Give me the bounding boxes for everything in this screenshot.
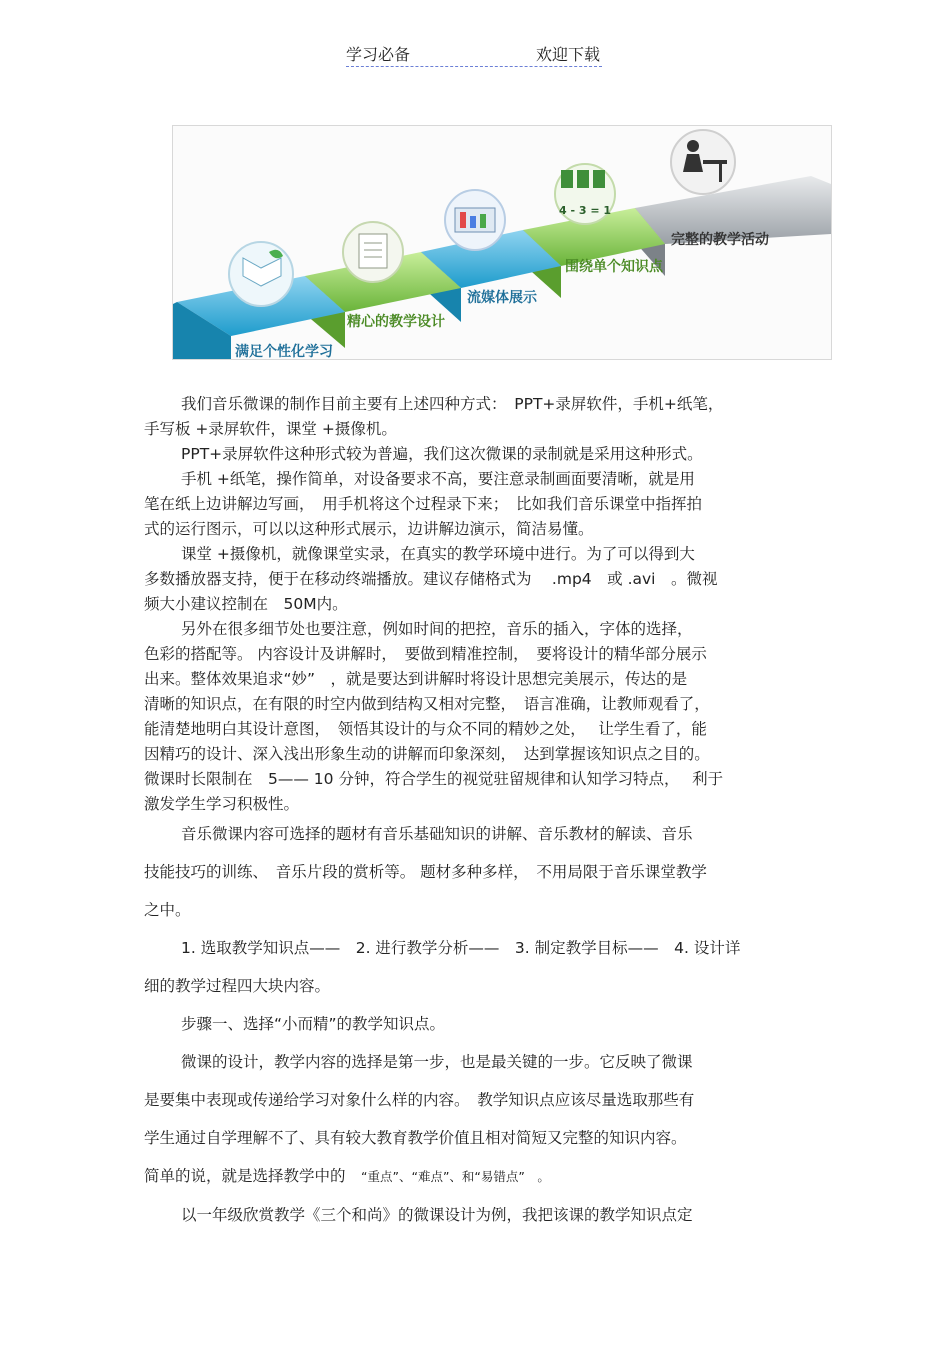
step-3-label: 流媒体展示	[467, 290, 537, 306]
para-4-line-2: 多数播放器支持，便于在移动终端播放。建议存储格式为 .mp4 或 .avi 。微视	[144, 570, 718, 588]
equation-icon	[555, 164, 615, 224]
para-5-line-2: 色彩的搭配等。 内容设计及讲解时， 要做到精准控制， 要将设计的精华部分展示	[144, 645, 707, 663]
step-2-label: 精心的教学设计	[347, 314, 445, 330]
para-4-line-3: 频大小建议控制在 50M内。	[144, 595, 348, 613]
header-left: 学习必备	[346, 45, 411, 64]
para-4-line-1: 课堂 +摄像机，就像课堂实录，在真实的教学环境中进行。为了可以得到大	[181, 545, 695, 563]
body-text-block-2	[144, 815, 808, 1234]
para-1-line-2: 手写板 +录屏软件，课堂 +摄像机。	[144, 420, 397, 438]
para-9-line-2: 是要集中表现或传递给学习对象什么样的内容。 教学知识点应该尽量选取那些有	[144, 1091, 695, 1109]
para-1-line-1: 我们音乐微课的制作目前主要有上述四种方式： PPT+录屏软件，手机+纸笔，	[181, 395, 724, 413]
para-9-line-4b: “重点”、“难点”、和“易错点” 。	[361, 1169, 550, 1184]
para-5-line-5: 能清楚地明白其设计意图， 领悟其设计的与众不同的精妙之处， 让学生看了，能	[144, 720, 707, 738]
para-6-line-1: 音乐微课内容可选择的题材有音乐基础知识的讲解、音乐教材的解读、音乐	[181, 825, 693, 843]
para-8-line-1: 步骤一、选择“小而精”的教学知识点。	[181, 1015, 446, 1033]
para-5-line-3: 出来。整体效果追求“妙” ，就是要达到讲解时将设计思想完美展示，传达的是	[144, 670, 688, 688]
para-5-line-4: 清晰的知识点，在有限的时空内做到结构又相对完整， 语言准确，让教师观看了，	[144, 695, 710, 713]
book-icon	[229, 242, 293, 306]
para-5-line-6: 因精巧的设计、深入浅出形象生动的讲解而印象深刻， 达到掌握该知识点之目的。	[144, 745, 710, 763]
para-7-line-1: 1. 选取教学知识点—— 2. 进行教学分析—— 3. 制定教学目标—— 4. 设计详	[181, 939, 741, 957]
para-5-line-1: 另外在很多细节处也要注意，例如时间的把控，音乐的插入，字体的选择，	[181, 620, 693, 638]
media-icon	[445, 190, 505, 250]
para-5-line-8: 激发学生学习积极性。	[144, 795, 300, 813]
document-icon	[343, 222, 403, 282]
body-text-block-1	[144, 392, 808, 817]
step-1-label: 满足个性化学习	[235, 344, 333, 359]
step-4-label: 围绕单个知识点	[565, 259, 663, 275]
para-5-line-7: 微课时长限制在 5—— 10 分钟，符合学生的视觉驻留规律和认知学习特点， 利于	[144, 770, 724, 788]
equation-text: 4 - 3 = 1	[558, 204, 612, 217]
para-6-line-3: 之中。	[144, 901, 191, 919]
page-header	[346, 40, 602, 67]
para-9-line-4	[144, 1157, 808, 1196]
step-5-label: 完整的教学活动	[671, 232, 769, 248]
staircase-graphic	[173, 126, 831, 359]
teacher-icon	[671, 130, 735, 194]
para-3-line-2: 笔在纸上边讲解边写画， 用手机将这个过程录下来； 比如我们音乐课堂中指挥拍	[144, 495, 703, 513]
para-2-line-1: PPT+录屏软件这种形式较为普遍，我们这次微课的录制就是采用这种形式。	[181, 445, 703, 463]
para-9-line-4a: 简单的说，就是选择教学中的	[144, 1167, 362, 1185]
para-9-line-3: 学生通过自学理解不了、具有较大教育教学价值且相对简短又完整的知识内容。	[144, 1129, 687, 1147]
para-7-line-2: 细的教学过程四大块内容。	[144, 977, 331, 995]
para-6-line-2: 技能技巧的训练、 音乐片段的赏析等。 题材多种多样， 不用局限于音乐课堂教学	[144, 863, 707, 881]
para-10-line-1: 以一年级欣赏教学《三个和尚》的微课设计为例，我把该课的教学知识点定	[181, 1206, 693, 1224]
para-3-line-1: 手机 +纸笔，操作简单，对设备要求不高，要注意录制画面要清晰，就是用	[181, 470, 695, 488]
para-9-line-1: 微课的设计，教学内容的选择是第一步，也是最关键的一步。它反映了微课	[181, 1053, 693, 1071]
staircase-figure	[172, 125, 832, 360]
header-right: 欢迎下载	[535, 45, 600, 64]
para-3-line-3: 式的运行图示，可以以这种形式展示，边讲解边演示，简洁易懂。	[144, 520, 594, 538]
